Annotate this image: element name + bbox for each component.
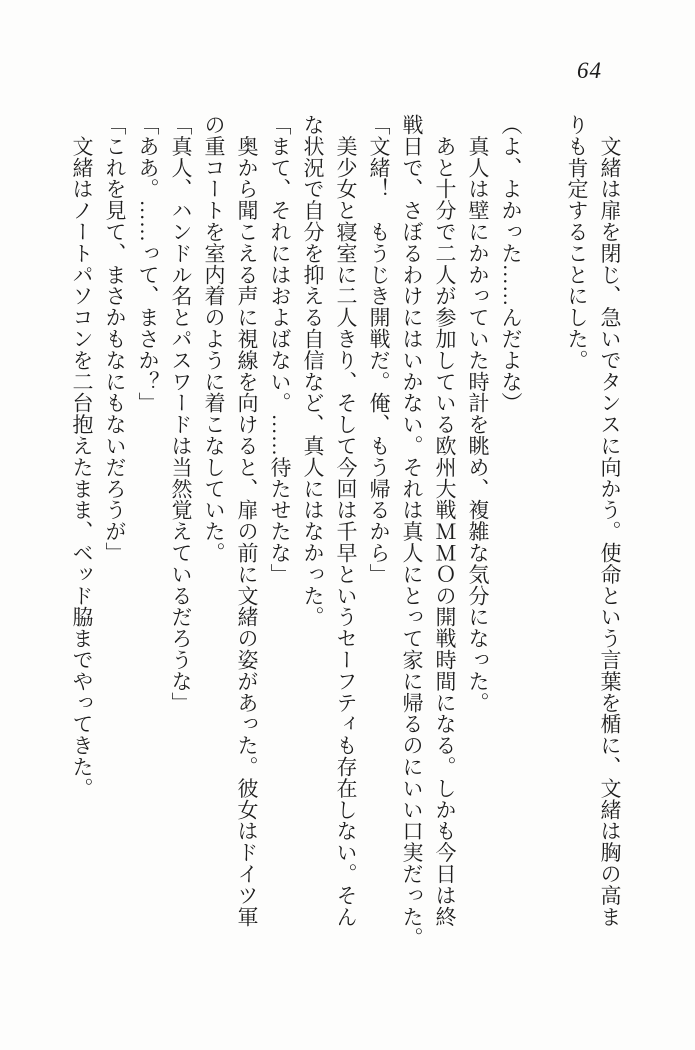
text-line: 「これを見て、まさかもなにもないだろうが」 xyxy=(103,114,127,564)
text-line: 文緒はノートパソコンを二台抱えたまま、ベッド脇までやってきた。 xyxy=(70,114,94,799)
blank-line xyxy=(527,114,560,959)
text-line: 「真人、ハンドル名とパスワードは当然覚えているだろうな」 xyxy=(169,114,193,714)
text-line: 文緒は扉を閉じ、急いでタンスに向かう。使命という言葉を楯に、文緒は胸の高ま xyxy=(598,114,622,928)
text-line: 戦日で、さぼるわけにはいかない。それは真人にとって家に帰るのにいい口実だった。 xyxy=(400,114,424,949)
text-line: 奥から聞こえる声に視線を向けると、扉の前に文緒の姿があった。彼女はドイツ軍 xyxy=(235,114,259,928)
text-line: （よ、よかった……んだよな） xyxy=(499,114,523,414)
text-line: 真人は壁にかかっていた時計を眺め、複雑な気分になった。 xyxy=(466,114,490,714)
text-line: 「文緒！ もうじき開戦だ。俺、もう帰るから」 xyxy=(367,114,391,585)
text-line: な状況で自分を抑える自信など、真人にはなかった。 xyxy=(301,114,325,628)
text-block xyxy=(65,114,626,959)
text-line: 「ああ。……って、まさか？」 xyxy=(136,114,160,414)
text-line: りも肯定することにした。 xyxy=(565,114,589,371)
text-line: あと十分で二人が参加している欧州大戦ＭＭＯの開戦時間になる。しかも今日は終 xyxy=(433,114,457,928)
text-line: 「まて、それにはおよばない。……待たせたな」 xyxy=(268,114,292,585)
text-line: の重コートを室内着のように着こなしていた。 xyxy=(202,114,226,564)
page-number: 64 xyxy=(577,58,602,83)
text-line: 美少女と寝室に二人きり、そして今回は千早というセーフティも存在しない。そん xyxy=(334,114,358,928)
